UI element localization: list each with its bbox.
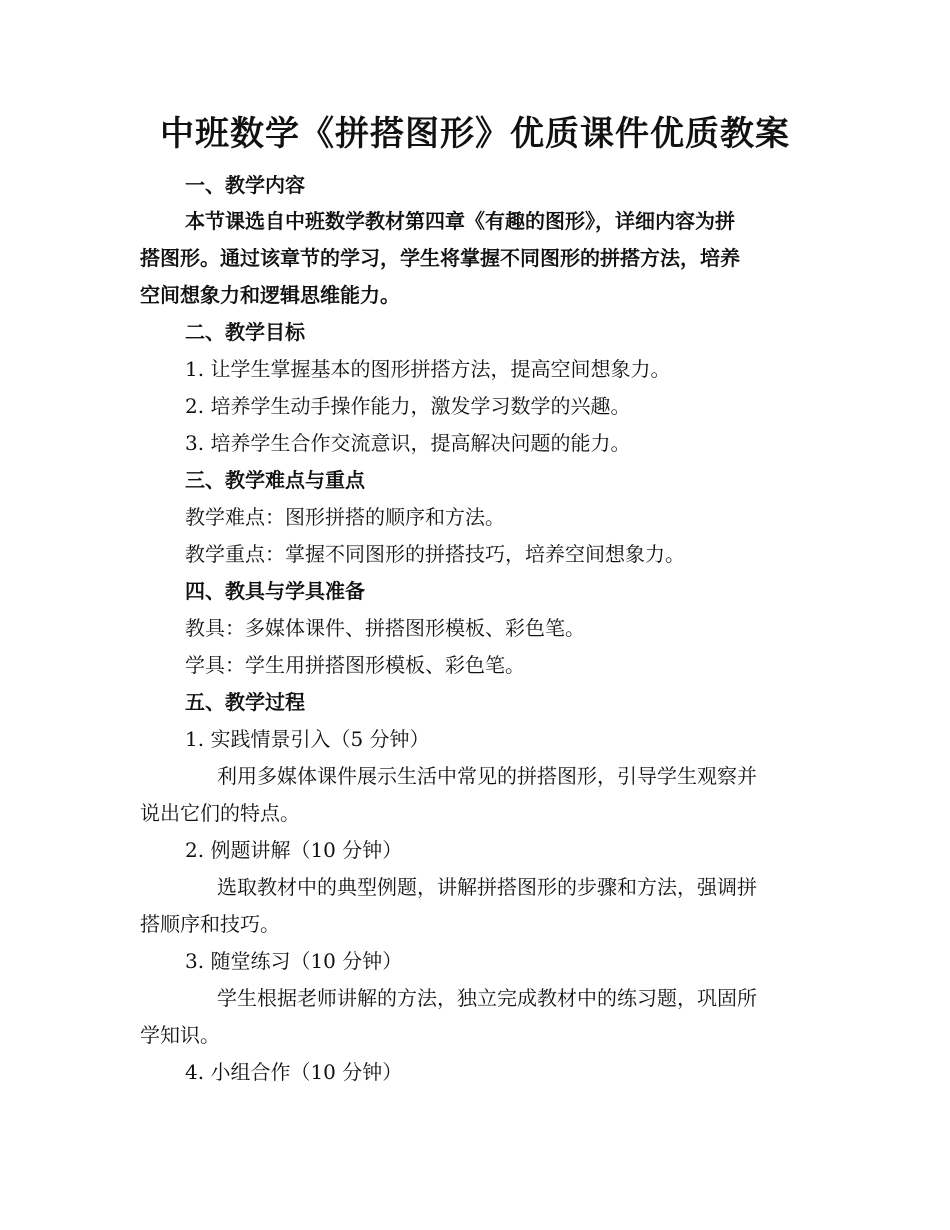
process-step-text: 选取教材中的典型例题，讲解拼搭图形的步骤和方法，强调拼 — [217, 875, 757, 899]
content-paragraph-line: 搭图形。通过该章节的学习，学生将掌握不同图形的拼搭方法，培养 — [140, 246, 740, 270]
process-step-text: 学知识。 — [140, 1023, 220, 1047]
goal-item: 3. 培养学生合作交流意识，提高解决问题的能力。 — [185, 431, 631, 455]
section-heading-content: 一、教学内容 — [185, 173, 305, 197]
section-heading-difficulty: 三、教学难点与重点 — [185, 468, 365, 492]
process-step-title: 1. 实践情景引入（5 分钟） — [185, 727, 430, 751]
section-heading-process: 五、教学过程 — [185, 690, 305, 714]
process-step-title: 2. 例题讲解（10 分钟） — [185, 838, 403, 862]
section-heading-materials: 四、教具与学具准备 — [185, 579, 365, 603]
focus-text: 教学重点：掌握不同图形的拼搭技巧，培养空间想象力。 — [185, 542, 685, 566]
student-materials: 学具：学生用拼搭图形模板、彩色笔。 — [185, 653, 525, 677]
document-title: 中班数学《拼搭图形》优质课件优质教案 — [160, 114, 790, 154]
difficulty-text: 教学难点：图形拼搭的顺序和方法。 — [185, 505, 505, 529]
content-paragraph-line: 本节课选自中班数学教材第四章《有趣的图形》，详细内容为拼 — [185, 209, 735, 233]
process-step-text: 利用多媒体课件展示生活中常见的拼搭图形，引导学生观察并 — [217, 764, 757, 788]
teacher-materials: 教具：多媒体课件、拼搭图形模板、彩色笔。 — [185, 616, 585, 640]
goal-item: 2. 培养学生动手操作能力，激发学习数学的兴趣。 — [185, 394, 631, 418]
process-step-text: 搭顺序和技巧。 — [140, 912, 280, 936]
process-step-text: 说出它们的特点。 — [140, 801, 300, 825]
content-paragraph-line: 空间想象力和逻辑思维能力。 — [140, 283, 400, 307]
goal-item: 1. 让学生掌握基本的图形拼搭方法，提高空间想象力。 — [185, 357, 671, 381]
section-heading-goals: 二、教学目标 — [185, 320, 305, 344]
process-step-title: 3. 随堂练习（10 分钟） — [185, 949, 403, 973]
process-step-title: 4. 小组合作（10 分钟） — [185, 1060, 403, 1084]
process-step-text: 学生根据老师讲解的方法，独立完成教材中的练习题，巩固所 — [217, 986, 757, 1010]
